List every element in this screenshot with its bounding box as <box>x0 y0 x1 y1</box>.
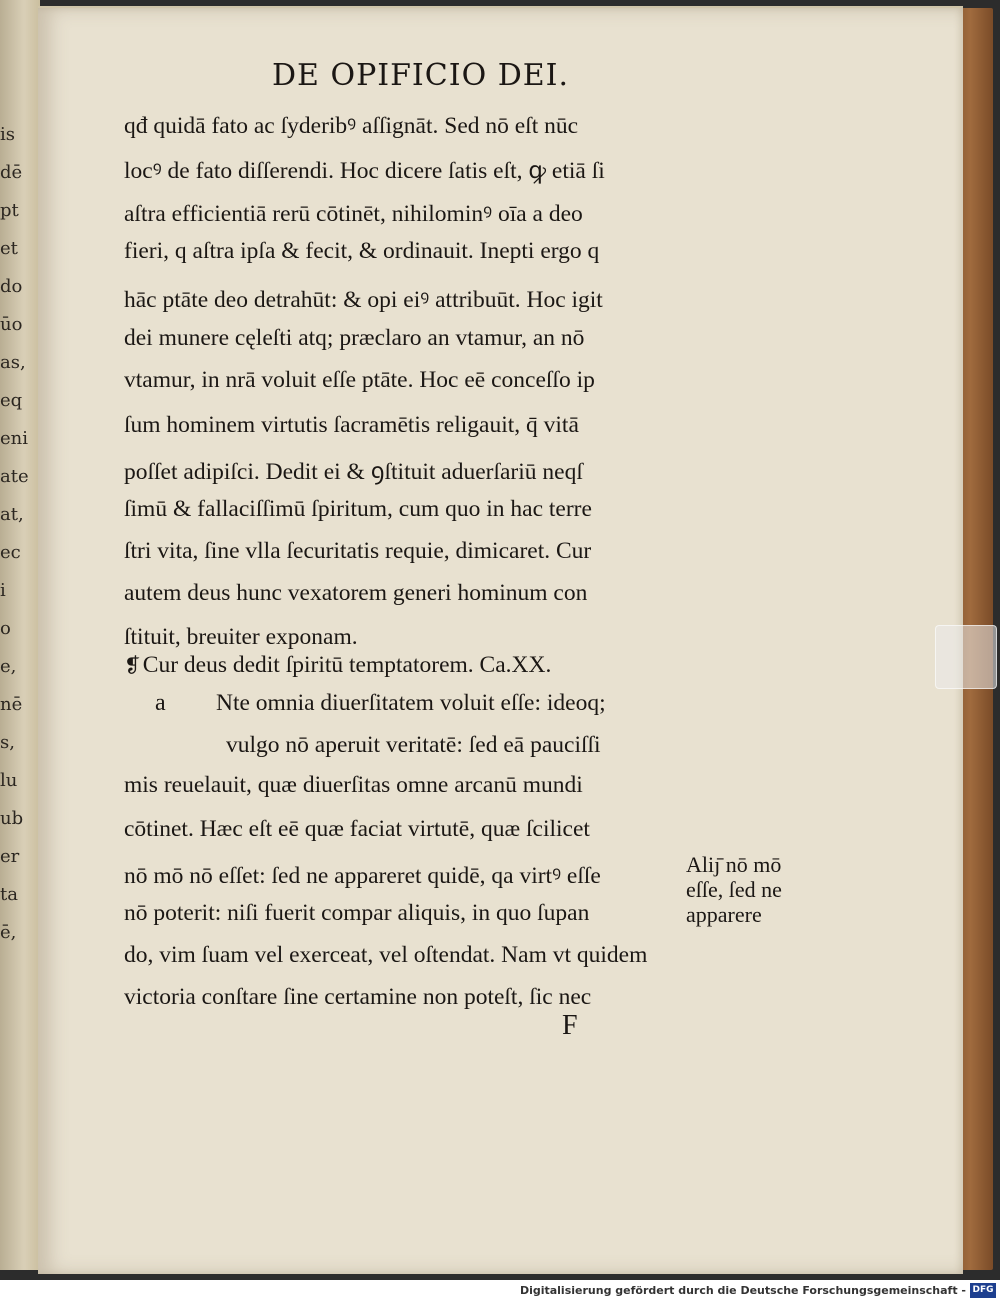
margin-note-line: apparere <box>686 902 762 927</box>
margin-note-line: eſſe, ſed ne <box>686 877 782 902</box>
facing-page-fragment: pt <box>0 200 19 221</box>
body-line: aſtra efficientiā rerū cōtinēt, nihilominꝰ oīa a deo <box>124 201 583 227</box>
running-title: DE OPIFICIO DEI. <box>272 58 570 93</box>
body-line: qđ quidā fato ac ſyderibꝰ aſſignāt. Sed nō eſt nūc <box>124 113 579 139</box>
page-clip <box>935 625 997 689</box>
facing-page-fragment: at, <box>0 504 24 525</box>
chapter-line: nō mō nō eſſet: ſed ne appareret quidē, qa virtꝰ eſſe <box>124 863 601 889</box>
chapter-line: victoria conſtare ſine certamine non poteſt, ſic nec <box>124 984 592 1010</box>
facing-page-fragment: e, <box>0 656 17 677</box>
facing-page-fragment: eni <box>0 428 29 449</box>
body-line: ſimū & fallaciſſimū ſpiritum, cum quo in hac terre <box>124 496 592 522</box>
facing-page-fragment: ta <box>0 884 18 905</box>
pilcrow-icon: ❡ <box>124 655 141 677</box>
dfg-logo: DFG <box>970 1283 996 1298</box>
facing-page-fragment: is <box>0 124 15 145</box>
footer-bar <box>0 1280 1000 1303</box>
body-line: fieri, q aſtra ipſa & fecit, & ordinauit. Inepti ergo q <box>124 238 600 264</box>
facing-page-fragment: s, <box>0 732 15 753</box>
body-line: dei munere cęleſti atq; præclaro an vtamur, an nō <box>124 325 585 351</box>
facing-page-fragment: i <box>0 580 6 601</box>
signature-mark: F <box>562 1010 578 1041</box>
facing-page-fragment: nē <box>0 694 23 715</box>
body-line: ſtri vita, ſine vlla ſecuritatis requie, dimicaret. Cur <box>124 538 592 564</box>
chapter-line: Nte omnia diuerſitatem voluit eſſe: ideoq; <box>216 690 606 716</box>
chapter-line: vulgo nō aperuit veritatē: ſed eā pauciſſi <box>226 732 601 758</box>
facing-page-fragment: er <box>0 846 20 867</box>
facing-page-fragment: eq <box>0 390 23 411</box>
body-line: hāc ptāte deo detrahūt: & opi eiꝰ attribuūt. Hoc igit <box>124 287 603 313</box>
facing-page-fragment: ūo <box>0 314 23 335</box>
chapter-line: do, vim ſuam vel exerceat, vel oſtendat. Nam vt quidem <box>124 942 648 968</box>
facing-page-fragments <box>0 120 40 956</box>
facing-page-fragment: do <box>0 276 23 297</box>
body-line: ſtituit, breuiter exponam. <box>124 624 358 650</box>
facing-page-fragment: dē <box>0 162 23 183</box>
body-line: vtamur, in nrā voluit eſſe ptāte. Hoc eē conceſſo ip <box>124 367 595 393</box>
chapter-line: cōtinet. Hæc eſt eē quæ faciat virtutē, quæ ſcilicet <box>124 816 590 842</box>
body-line: locꝰ de fato diſſerendi. Hoc dicere ſatis eſt, ꝙ etiā ſi <box>124 158 605 184</box>
facing-page-fragment: et <box>0 238 18 259</box>
chapter-heading <box>124 652 551 679</box>
body-line: poſſet adipiſci. Dedit ei & ꝯſtituit aduerſariū neqſ <box>124 459 583 485</box>
chapter-line: mis reuelauit, quæ diuerſitas omne arcanū mundi <box>124 772 583 798</box>
chapter-initial: a <box>155 690 166 716</box>
chapter-line: nō poterit: niſi fuerit compar aliquis, in quo ſupan <box>124 900 590 926</box>
margin-note-line: Aliȷ̄ nō mō <box>686 852 782 877</box>
facing-page-fragment: lu <box>0 770 18 791</box>
facing-page-fragment: as, <box>0 352 26 373</box>
facing-page-fragment: ē, <box>0 922 17 943</box>
body-line: autem deus hunc vexatorem generi hominum con <box>124 580 588 606</box>
facing-page-edge <box>0 0 40 1270</box>
facing-page-fragment: o <box>0 618 11 639</box>
footer-credit: Digitalisierung gefördert durch die Deutsche Forschungsgemeinschaft - <box>519 1284 966 1297</box>
margin-note <box>686 852 816 927</box>
facing-page-fragment: ec <box>0 542 21 563</box>
body-line: ſum hominem virtutis ſacramētis religauit, q̄ vitā <box>124 412 579 438</box>
facing-page-fragment: ate <box>0 466 29 487</box>
chapter-heading-text: Cur deus dedit ſpiritū temptatorem. Ca.XX. <box>142 652 552 678</box>
facing-page-fragment: ub <box>0 808 24 829</box>
